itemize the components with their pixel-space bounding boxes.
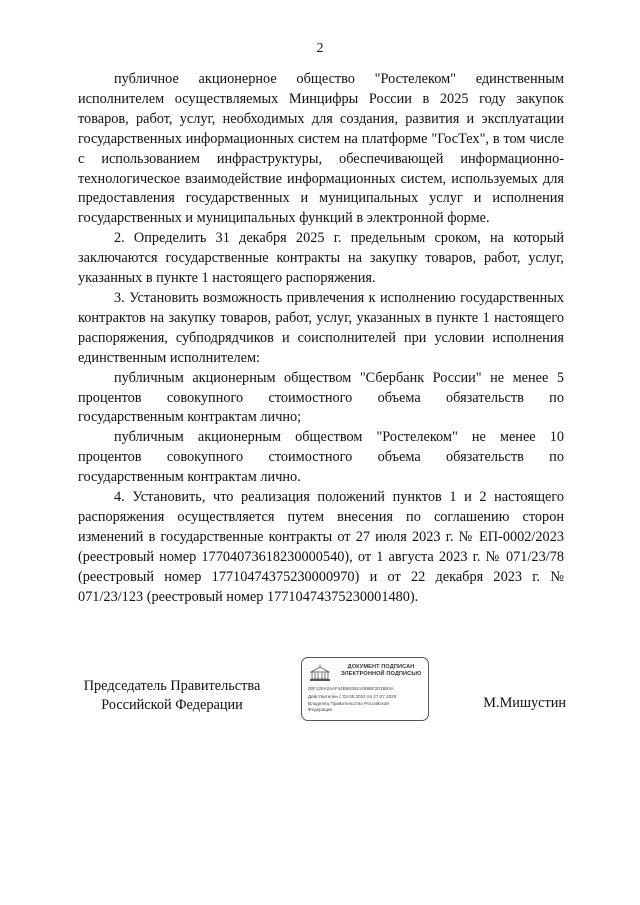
- document-body: [78, 70, 564, 607]
- paragraph-item-3: 3. Установить возможность привлечения к исполнению государственных контрактов на закупку товаров, работ, услуг, указанных в пункте 1 настоящего распоряжения, субподрядчиков и соисполнителей при условии исполнения единственным исполнителем:: [78, 289, 564, 366]
- signatory-position: [78, 677, 266, 715]
- paragraph-sberbank: публичным акционерным обществом "Сбербанк России" не менее 5 процентов совокупного стоимостного объема обязательств по государственным контрактам лично;: [78, 369, 564, 426]
- electronic-signature-stamp: [301, 657, 429, 721]
- signatory-name: М.Мишустин: [483, 695, 566, 711]
- stamp-title: ДОКУМЕНТ ПОДПИСАН ЭЛЕКТРОННОЙ ПОДПИСЬЮ: [340, 664, 422, 677]
- government-building-icon: [308, 664, 332, 682]
- stamp-owner-line1: Владелец Правительство Российской: [308, 701, 389, 706]
- paragraph-item-2: 2. Определить 31 декабря 2025 г. предельным сроком, на который заключаются государственные контракты на закупку товаров, работ, услуг, указанных в пункте 1 настоящего распоряжения.: [78, 230, 564, 287]
- stamp-certificate: 00F129A24AF44B6E6911489BF201B63A: [308, 686, 394, 691]
- signatory-position-line1: Председатель Правительства: [83, 678, 261, 694]
- paragraph-rostelecom: публичным акционерным обществом "Ростелеком" не менее 10 процентов совокупного стоимостного объема обязательств по государственным контрактам лично.: [78, 429, 564, 486]
- stamp-owner-line2: Федерации: [308, 707, 333, 712]
- page-number: 2: [316, 41, 324, 56]
- paragraph-rostelecom-executor: публичное акционерное общество "Ростелеком" единственным исполнителем осуществляемых Минцифры России в 2025 году закупок товаров, работ, услуг, необходимых для создания, развития и эксплуатации государственных информационных систем на платформе "ГосТех", в том числе с использованием инфраструктуры, обеспечивающей информационно-технологическое взаимодействие информационных систем, используемых для предоставления государственных и муниципальных услуг и исполнения государственных и муниципальных функций в электронной форме.: [78, 71, 564, 227]
- stamp-validity: Действителен с 03.05.2024 по 27.07.2025: [308, 694, 397, 699]
- signatory-position-line2: Российской Федерации: [101, 697, 243, 713]
- paragraph-item-4: 4. Установить, что реализация положений пунктов 1 и 2 настоящего распоряжения осуществляется путем внесения по соглашению сторон изменений в государственные контракты от 27 июля 2023 г. № ЕП-0002/2023 (реестровый номер 17704073618230000540), от 1 августа 2023 г. № 071/23/78 (реестровый номер 17710474375230000970) и от 22 декабря 2023 г. № 071/23/123 (реестровый номер 17710474375230001480).: [78, 489, 564, 605]
